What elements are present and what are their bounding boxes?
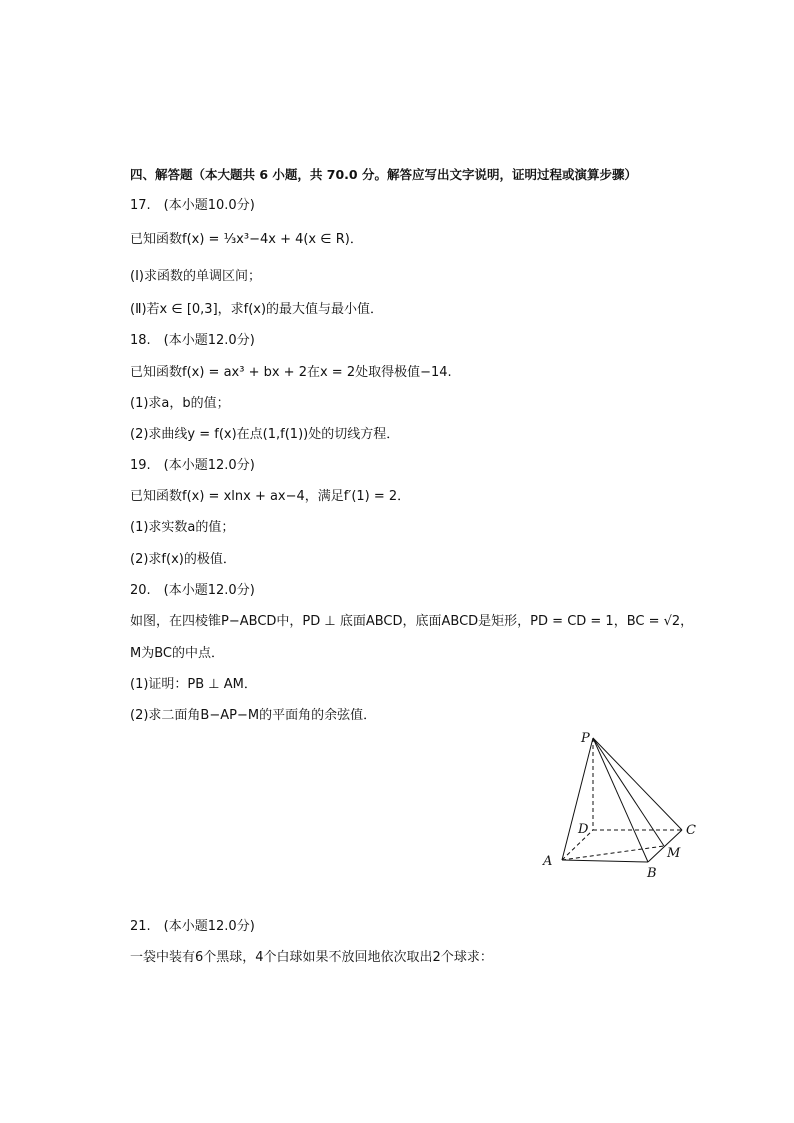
problem-18-line-1: 已知函数f(x) = ax³ + bx + 2在x = 2处取得极值−14. [130, 365, 452, 380]
label-b: B [647, 866, 657, 881]
label-a: A [543, 854, 553, 869]
problem-17-line-1: 已知函数f(x) = ⅓x³−4x + 4(x ∈ R)． [130, 232, 363, 247]
problem-20-line-2: M为BC的中点． [130, 646, 224, 661]
problem-21-header: 21. (本小题12.0分) [130, 919, 255, 934]
edge-pc [593, 738, 682, 830]
problem-19-line-1: 已知函数f(x) = xlnx + ax−4，满足f′(1) = 2． [130, 489, 411, 504]
section-title: 四、解答题（本大题共 6 小题，共 70.0 分。解答应写出文字说明，证明过程或演算步骤） [130, 167, 637, 182]
edge-am [562, 846, 664, 860]
problem-20-line-3: (1)证明：PB ⊥ AM． [130, 677, 257, 692]
problem-21-line-1: 一袋中装有6个黑球，4个白球如果不放回地依次取出2个球求： [130, 950, 493, 965]
label-m: M [667, 846, 681, 861]
problem-18-line-2: (1)求a，b的值； [130, 396, 230, 411]
edge-pb [593, 738, 648, 862]
problem-20-header: 20. (本小题12.0分) [130, 583, 255, 598]
problem-20-line-4: (2)求二面角B−AP−M的平面角的余弦值． [130, 708, 377, 723]
pyramid-figure [536, 726, 706, 882]
label-d: D [578, 822, 589, 837]
problem-17-line-3: (Ⅱ)若x ∈ [0,3]，求f(x)的最大值与最小值． [130, 302, 384, 317]
problem-19-line-3: (2)求f(x)的极值． [130, 552, 236, 567]
problem-20-line-1: 如图，在四棱锥P−ABCD中，PD ⊥ 底面ABCD，底面ABCD是矩形，PD = CD = 1，BC = √2， [130, 614, 694, 629]
problem-17-line-2: (Ⅰ)求函数的单调区间； [130, 269, 261, 284]
problem-18-line-3: (2)求曲线y = f(x)在点(1,f(1))处的切线方程． [130, 427, 400, 442]
problem-18-header: 18. (本小题12.0分) [130, 333, 255, 348]
problem-19-line-2: (1)求实数a的值； [130, 520, 235, 535]
label-p: P [581, 731, 590, 746]
problem-17-header: 17. (本小题10.0分) [130, 198, 255, 213]
label-c: C [686, 823, 696, 838]
edge-ab [562, 860, 648, 862]
edge-pa [562, 738, 593, 860]
problem-19-header: 19. (本小题12.0分) [130, 458, 255, 473]
